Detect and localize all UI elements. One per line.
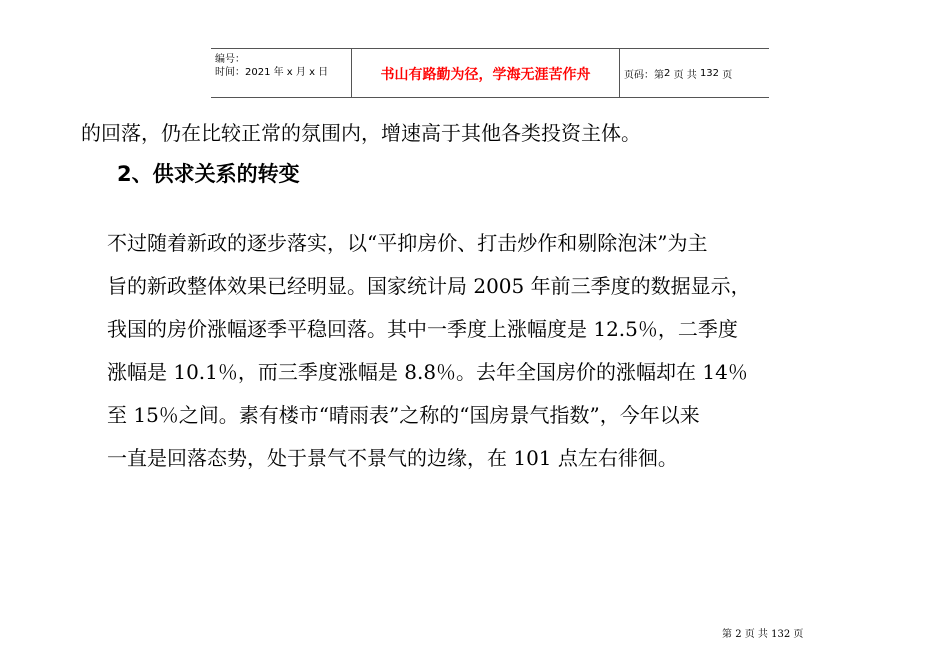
paragraph-line: 旨的新政整体效果已经明显。国家统计局 2005 年前三季度的数据显示， [107,274,751,298]
paragraph-line: 一直是回落态势，处于景气不景气的边缘，在 101 点左右徘徊。 [107,446,678,470]
footer-prefix: 第 [722,629,732,640]
code-label: 编号： [215,54,245,65]
paragraph-line: 至 15％之间。素有楼市“晴雨表”之称的“国房景气指数”，今年以来 [107,403,700,427]
header-page-suffix: 页 [722,69,733,81]
page-header [211,48,769,98]
paragraph-line: 不过随着新政的逐步落实，以“平抑房价、打击炒作和剔除泡沫”为主 [107,231,708,255]
time-label: 时间：2021 年 x 月 x 日 [215,67,329,78]
page-footer [722,625,803,640]
header-page-prefix: 页码：第 [624,69,664,81]
continuation-line: 的回落，仍在比较正常的氛围内，增速高于其他各类投资主体。 [81,121,641,145]
footer-mid: 页 共 [744,629,768,640]
section-heading: 2、供求关系的转变 [117,162,300,186]
header-page-cell [620,49,769,97]
paragraph-line: 涨幅是 10.1％，而三季度涨幅是 8.8％。去年全国房价的涨幅却在 14％ [107,360,748,384]
footer-page-number: 2 [735,629,742,640]
header-info-cell [211,49,352,97]
header-page-mid: 页 共 [673,69,697,81]
header-page-total: 132 [699,67,720,79]
header-motto: 书山有路勤为径，学海无涯苦作舟 [380,67,591,83]
footer-suffix: 页 [793,629,804,640]
body-paragraph [107,222,897,480]
header-page-number: 2 [664,67,671,79]
footer-page-total: 132 [771,629,791,640]
header-motto-cell [352,49,620,97]
paragraph-line: 我国的房价涨幅逐季平稳回落。其中一季度上涨幅度是 12.5％，二季度 [107,317,738,341]
